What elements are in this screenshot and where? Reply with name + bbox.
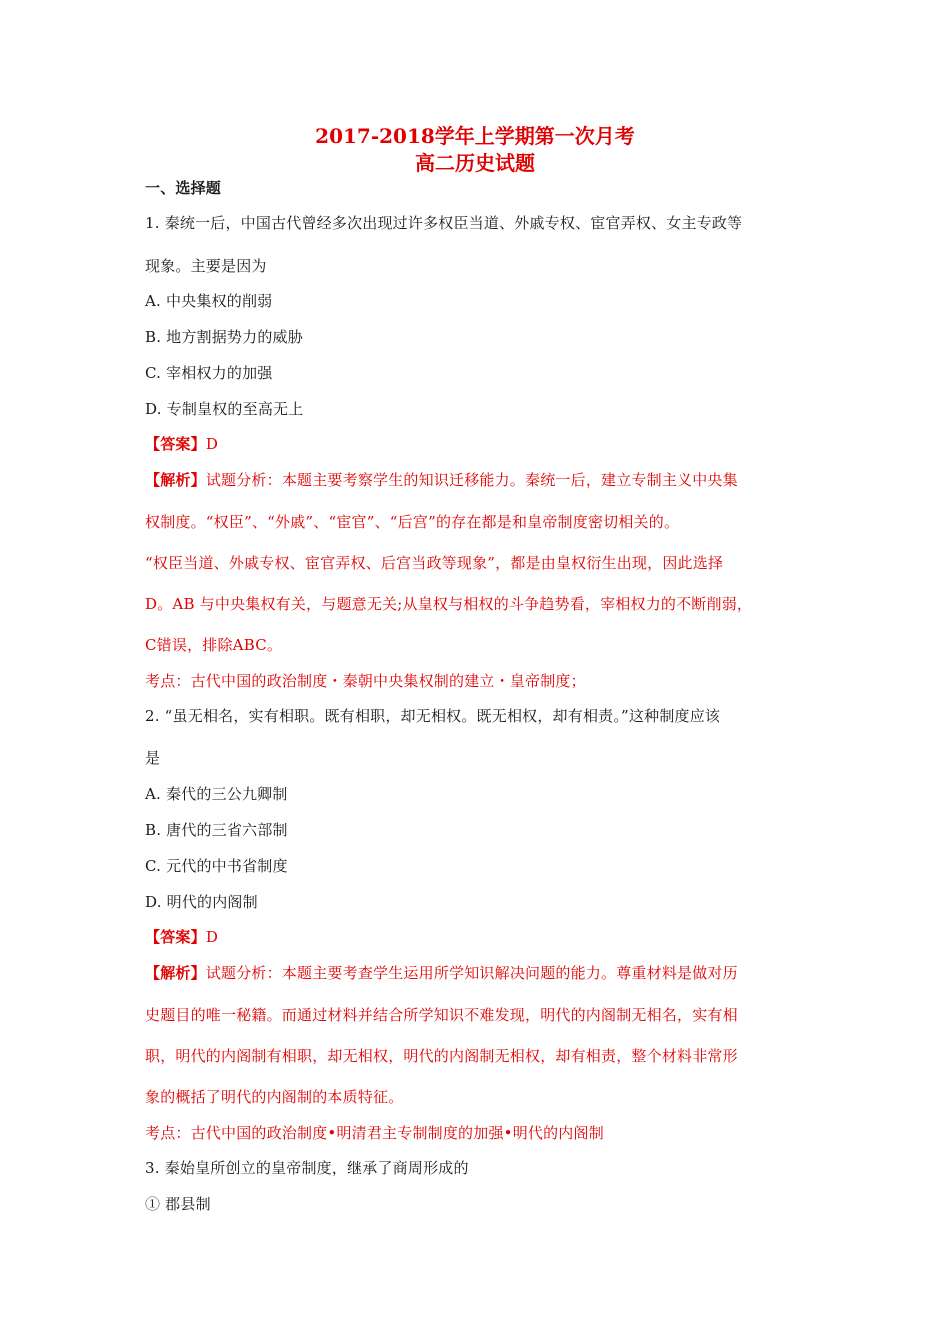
q1-answer: [145, 434, 825, 454]
analysis-tag: 【解析】: [145, 964, 206, 982]
answer-value: D: [205, 435, 219, 453]
analysis-tag: 【解析】: [145, 471, 206, 489]
q2-option-d: D. 明代的内阁制: [145, 893, 258, 911]
q2-analysis-line1: [145, 963, 825, 983]
q2-option-b: B. 唐代的三省六部制: [145, 821, 288, 839]
q2-kaodian: 考点：古代中国的政治制度•明清君主专制制度的加强•明代的内阁制: [145, 1124, 604, 1142]
answer-value: D: [205, 928, 219, 946]
q1-option-d: D. 专制皇权的至高无上: [145, 400, 304, 418]
q1-option-a: A. 中央集权的削弱: [145, 292, 273, 310]
q2-analysis-line3: 职，明代的内阁制有相职，却无相权，明代的内阁制无相权，却有相责，整个材料非常形: [145, 1047, 738, 1065]
answer-tag: 【答案】: [145, 435, 206, 453]
q2-answer: [145, 927, 825, 947]
analysis-text: 试题分析：本题主要考察学生的知识迁移能力。秦统一后，建立专制主义中央集: [205, 471, 738, 489]
q1-analysis-line2: 权制度。“权臣”、“外戚”、“宦官”、“后宫”的存在都是和皇帝制度密切相关的。: [145, 513, 680, 531]
section-title: 一、选择题: [145, 179, 222, 197]
q1-analysis-line4: D。AB 与中央集权有关，与题意无关;从皇权与相权的斗争趋势看，宰相权力的不断削弱，: [145, 595, 753, 613]
q1-option-c: C. 宰相权力的加强: [145, 364, 273, 382]
q1-analysis-line3: “权臣当道、外戚专权、宦官弄权、后宫当政等现象”，都是由皇权衍生出现，因此选择: [145, 554, 724, 572]
exam-subtitle: 高二历史试题: [415, 151, 535, 175]
q1-stem-line1: 1. 秦统一后，中国古代曾经多次出现过许多权臣当道、外戚专权、宦官弄权、女主专政等: [145, 214, 743, 232]
q2-option-c: C. 元代的中书省制度: [145, 857, 288, 875]
q2-analysis-line2: 史题目的唯一秘籍。而通过材料并结合所学知识不难发现，明代的内阁制无相名，实有相: [145, 1006, 738, 1024]
q1-analysis-line1: [145, 470, 825, 490]
q2-option-a: A. 秦代的三公九卿制: [145, 785, 288, 803]
exam-title: 2017-2018学年上学期第一次月考: [315, 124, 635, 148]
answer-tag: 【答案】: [145, 928, 206, 946]
q2-stem-line1: 2. “虽无相名，实有相职。既有相职，却无相权。既无相权，却有相责。”这种制度应该: [145, 707, 721, 725]
q1-analysis-line5: C错误，排除ABC。: [145, 636, 283, 654]
q2-analysis-line4: 象的概括了明代的内阁制的本质特征。: [145, 1088, 404, 1106]
q2-stem-line2: 是: [145, 749, 161, 767]
q1-option-b: B. 地方割据势力的威胁: [145, 328, 303, 346]
q3-option-1: ① 郡县制: [145, 1195, 211, 1213]
q1-stem-line2: 现象。主要是因为: [145, 257, 267, 275]
q3-stem-line1: 3. 秦始皇所创立的皇帝制度，继承了商周形成的: [145, 1159, 469, 1177]
q1-kaodian: 考点：古代中国的政治制度・秦朝中央集权制的建立・皇帝制度；: [145, 672, 586, 690]
analysis-text: 试题分析：本题主要考查学生运用所学知识解决问题的能力。尊重材料是做对历: [205, 964, 738, 982]
